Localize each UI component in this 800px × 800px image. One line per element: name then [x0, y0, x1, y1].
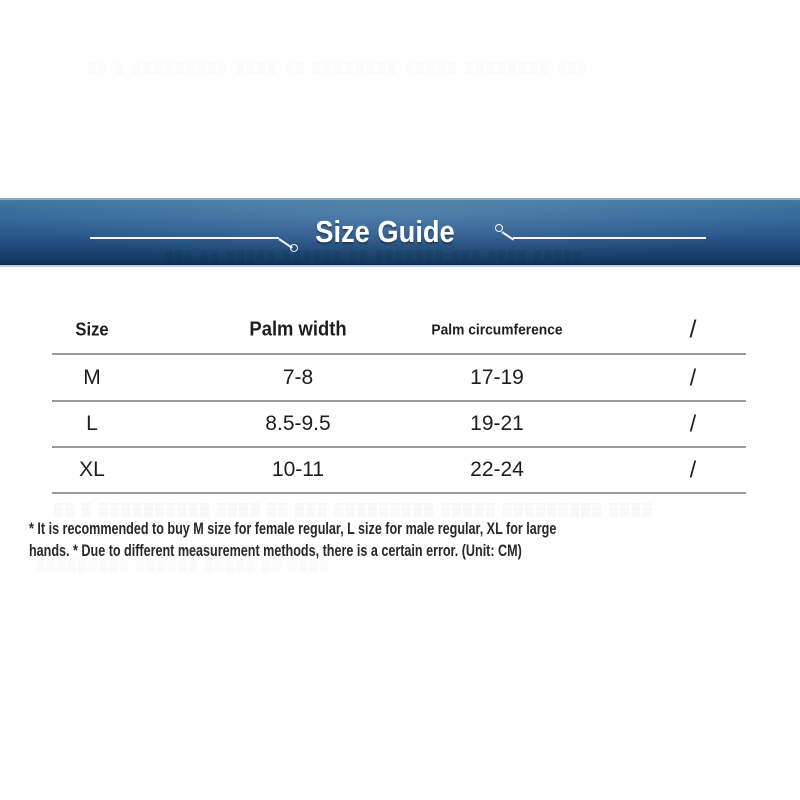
column-header-extra: /: [689, 315, 697, 344]
banner-right-ornament-diagonal: [501, 231, 514, 240]
cell-palm-circumference: 17-19: [470, 365, 524, 389]
column-header-palm-circumference: Palm circumference: [431, 321, 563, 339]
cell-extra: /: [689, 364, 697, 390]
cell-palm-width: 7-8: [282, 365, 314, 389]
table-row: [52, 448, 746, 494]
column-header-size: Size: [75, 319, 109, 340]
footnote-line-1: * It is recommended to buy M size for female regular, L size for male regular, XL for large: [29, 519, 557, 538]
footnote: [29, 518, 742, 562]
cell-palm-width: 10-11: [271, 458, 325, 481]
cell-size: M: [83, 365, 101, 389]
banner-right-ornament-line: [513, 237, 706, 239]
watermark-text-top: ▒▒ ▒ ▒▒▒▒▒▒▒▒▒ ▒▒▒▒ ▒▒ ▒▒▒▒▒▒▒▒ ▒▒▒▒▒ ▒▒▒▒▒▒▒▒ ▒▒▒: [88, 62, 590, 74]
column-header-palm-width: Palm width: [249, 318, 347, 341]
cell-palm-width: 8.5-9.5: [265, 412, 331, 435]
watermark-text-bottom: ▒▒▒▒▒▒▒▒▒ ▒▒▒▒▒▒ ▒▒▒▒▒ ▒▒ ▒▒▒▒: [36, 558, 331, 572]
table-row: [52, 355, 746, 402]
cell-palm-circumference: 19-21: [470, 412, 524, 435]
cell-palm-circumference: 22-24: [470, 458, 524, 481]
banner-bottom-edge: [0, 265, 800, 267]
footnote-line-2: hands. * Due to different measurement methods, there is a certain error. (Unit: CM): [29, 541, 522, 560]
cell-size: L: [86, 412, 98, 435]
table-header-row: [52, 307, 746, 355]
size-table: [52, 307, 746, 494]
watermark-text-middle: ▒▒ ▒ ▒▒▒▒▒▒▒▒▒▒ ▒▒▒▒ ▒▒ ▒▒▒ ▒▒▒▒▒▒▒▒▒ ▒▒▒▒▒ ▒▒▒▒▒▒▒▒▒ ▒▒▒▒: [54, 502, 654, 517]
banner-title: Size Guide: [315, 214, 455, 249]
cell-extra: /: [689, 456, 697, 483]
cell-size: XL: [79, 458, 105, 481]
table-row: [52, 402, 746, 448]
cell-extra: /: [689, 410, 697, 437]
banner-left-ornament-line: [90, 237, 279, 239]
watermark-text-banner: ▒▒▒ ▒▒ ▒▒▒▒▒ ▒▒▒▒▒▒ ▒▒ ▒▒▒▒▒▒▒ ▒▒▒ ▒▒▒▒ ▒▒▒▒▒: [165, 251, 585, 262]
size-guide-banner: [0, 198, 800, 267]
banner-left-ornament-circle: [290, 244, 298, 252]
banner-body: [0, 200, 800, 265]
